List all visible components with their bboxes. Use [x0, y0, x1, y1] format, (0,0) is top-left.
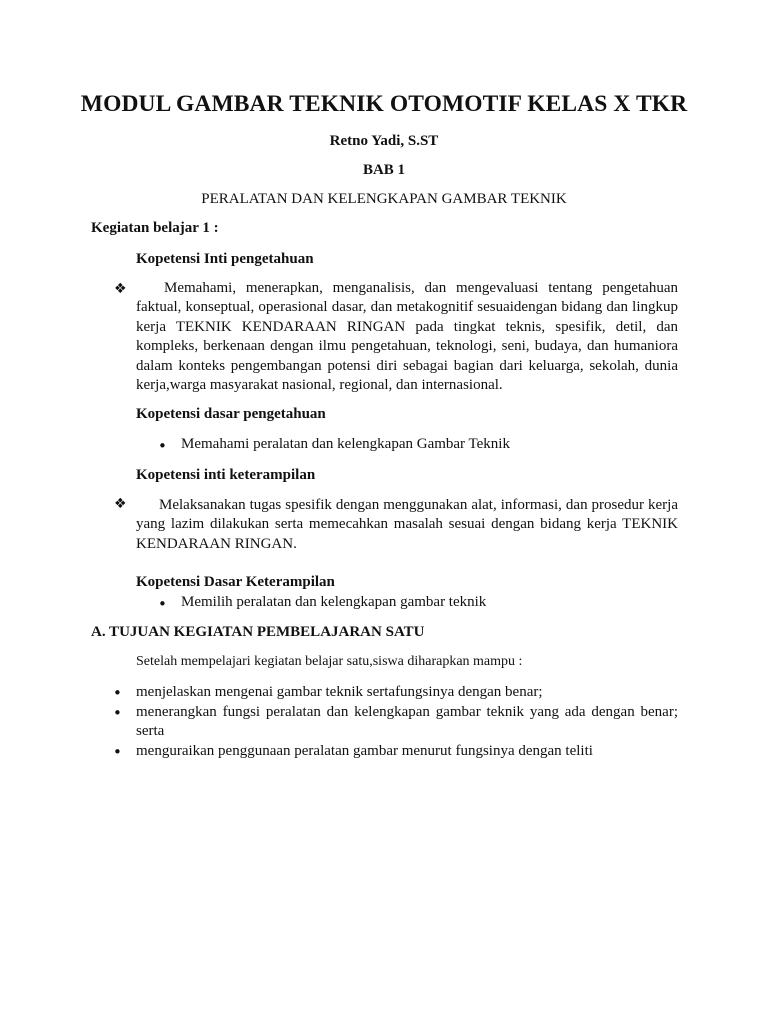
kd-skill-item: Memilih peralatan dan kelengkapan gambar teknik: [181, 594, 487, 610]
bullet-icon: •: [113, 743, 122, 761]
kd-knowledge-item: Memahami peralatan dan kelengkapan Gambar Teknik: [181, 436, 510, 452]
bullet-icon: •: [158, 437, 167, 455]
ki-knowledge-text: Memahami, menerapkan, menganalisis, dan mengevaluasi tentang pengetahuan faktual, konseptual, operasional dasar, dan metakognitif sesuaidengan bidang dan lingkup kerja TEKNIK KENDARAAN RINGAN pada tingkat teknis, spesifik, detil, dan kompleks, berkenaan dengan ilmu pengetahuan, teknologi, seni, budaya, dan humaniora dalam konteks pengembangan potensi diri sebagai bagian dari keluarga, sekolah, dunia kerja,warga masyarakat nasional, regional, dan internasional.: [136, 280, 678, 394]
bullet-icon: •: [158, 595, 167, 613]
bullet-icon: •: [113, 704, 122, 722]
objective-item: menerangkan fungsi peralatan dan kelengkapan gambar teknik yang ada dengan benar; serta: [136, 704, 678, 740]
diamond-bullet-icon: ❖: [114, 496, 127, 512]
objective-item: menguraikan penggunaan peralatan gambar menurut fungsinya dengan teliti: [136, 743, 593, 759]
section-a-heading: A. TUJUAN KEGIATAN PEMBELAJARAN SATU: [91, 624, 425, 640]
objective-item: menjelaskan mengenai gambar teknik sertafungsinya dengan benar;: [136, 684, 543, 700]
ki-knowledge-heading: Kopetensi Inti pengetahuan: [136, 251, 314, 267]
diamond-bullet-icon: ❖: [114, 281, 127, 297]
document-title: MODUL GAMBAR TEKNIK OTOMOTIF KELAS X TKR: [80, 91, 688, 117]
kd-skill-heading: Kopetensi Dasar Keterampilan: [136, 574, 335, 590]
activity-label: Kegiatan belajar 1 :: [91, 220, 219, 236]
chapter-number: BAB 1: [362, 162, 406, 178]
chapter-title: PERALATAN DAN KELENGKAPAN GAMBAR TEKNIK: [201, 191, 567, 207]
ki-skill-heading: Kopetensi inti keterampilan: [136, 467, 316, 483]
author-name: Retno Yadi, S.ST: [329, 133, 439, 149]
section-a-intro: Setelah mempelajari kegiatan belajar satu,siswa diharapkan mampu :: [136, 654, 523, 669]
bullet-icon: •: [113, 684, 122, 702]
ki-skill-text: Melaksanakan tugas spesifik dengan menggunakan alat, informasi, dan prosedur kerja yang lazim dilakukan serta memecahkan masalah sesuai dengan bidang kerja TEKNIK KENDARAAN RINGAN.: [136, 497, 678, 552]
kd-knowledge-heading: Kopetensi dasar pengetahuan: [136, 406, 326, 422]
